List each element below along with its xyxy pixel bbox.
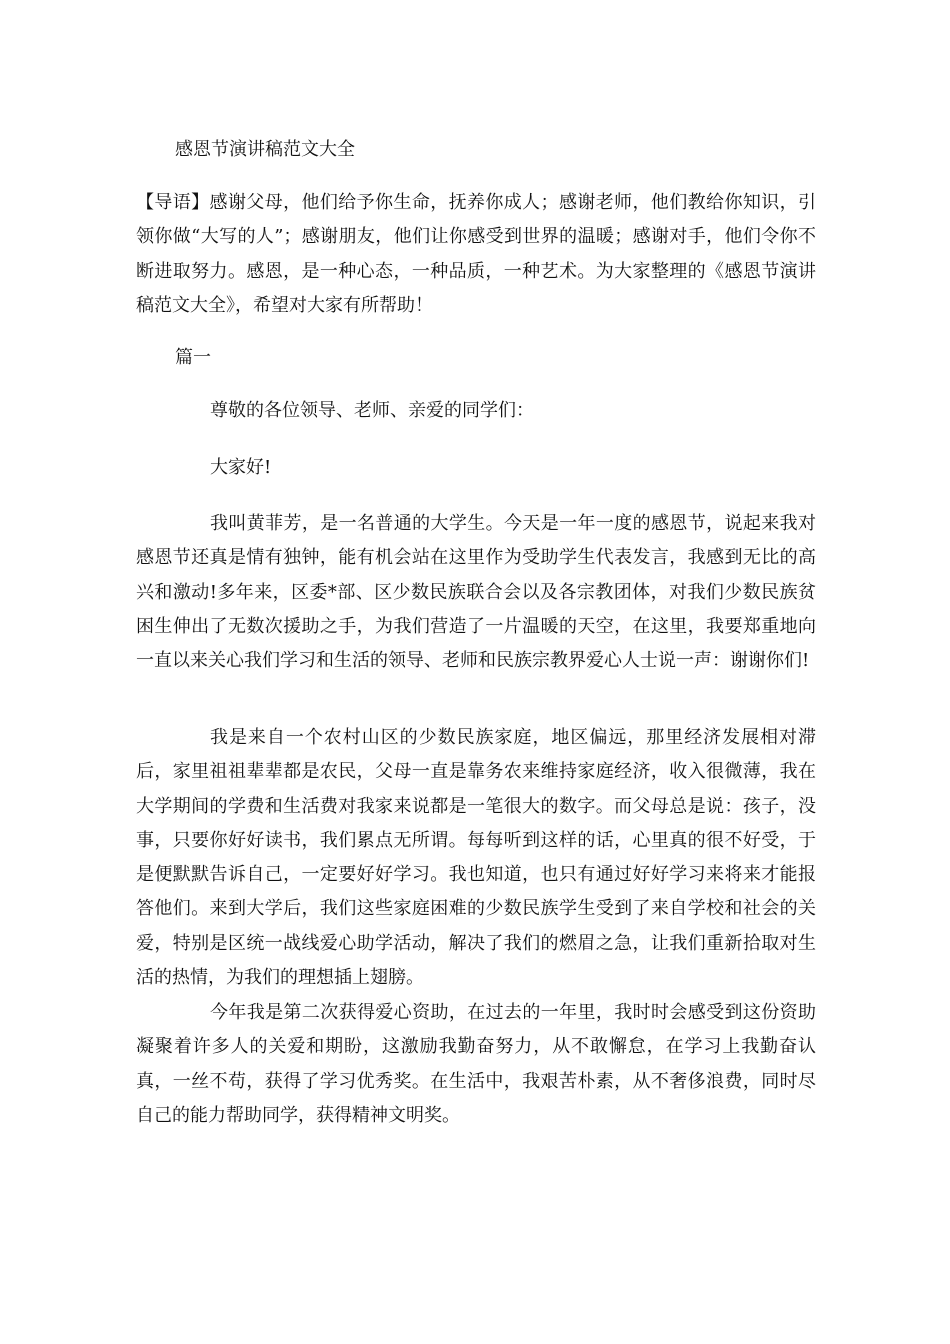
document-title: 感恩节演讲稿范文大全 — [175, 139, 355, 160]
body-paragraph: 今年我是第二次获得爱心资助，在过去的一年里，我时时会感受到这份资助凝聚着许多人的关爱和期盼，这激励我勤奋努力，从不敢懈怠，在学习上我勤奋认真，一丝不苟，获得了学习优秀奖。在生活中，我艰苦朴素，从不奢侈浪费，同时尽自己的能力帮助同学，获得精神文明奖。 — [136, 1002, 816, 1126]
greeting: 大家好! — [210, 457, 272, 478]
body-paragraph: 我叫黄菲芳，是一名普通的大学生。今天是一年一度的感恩节，说起来我对感恩节还真是情有独钟，能有机会站在这里作为受助学生代表发言，我感到无比的高兴和激动!多年来，区委*部、区少数民族联合会以及各宗教团体，对我们少数民族贫困生伸出了无数次援助之手，为我们营造了一片温暖的天空，在这里，我要郑重地向一直以来关心我们学习和生活的领导、老师和民族宗教界爱心人士说一声：谢谢你们! — [136, 513, 816, 672]
intro-paragraph: 【导语】感谢父母，他们给予你生命，抚养你成人；感谢老师，他们教给你知识，引领你做“大写的人”；感谢朋友，他们让你感受到世界的温暖；感谢对手，他们令你不断进取努力。感恩，是一种心态，一种品质，一种艺术。为大家整理的《感恩节演讲稿范文大全》，希望对大家有所帮助！ — [136, 192, 816, 316]
section-heading: 篇一 — [175, 347, 211, 368]
salutation: 尊敬的各位领导、老师、亲爱的同学们： — [210, 400, 534, 421]
body-paragraph: 我是来自一个农村山区的少数民族家庭，地区偏远，那里经济发展相对滞后，家里祖祖辈辈都是农民，父母一直是靠务农来维持家庭经济，收入很微薄，我在大学期间的学费和生活费对我家来说都是一笔很大的数字。而父母总是说：孩子，没事，只要你好好读书，我们累点无所谓。每每听到这样的话，心里真的很不好受，于是便默默告诉自己，一定要好好学习。我也知道，也只有通过好好学习来将来才能报答他们。来到大学后，我们这些家庭困难的少数民族学生受到了来自学校和社会的关爱，特别是区统一战线爱心助学活动，解决了我们的燃眉之急，让我们重新拾取对生活的热情，为我们的理想插上翅膀。 — [136, 727, 816, 989]
